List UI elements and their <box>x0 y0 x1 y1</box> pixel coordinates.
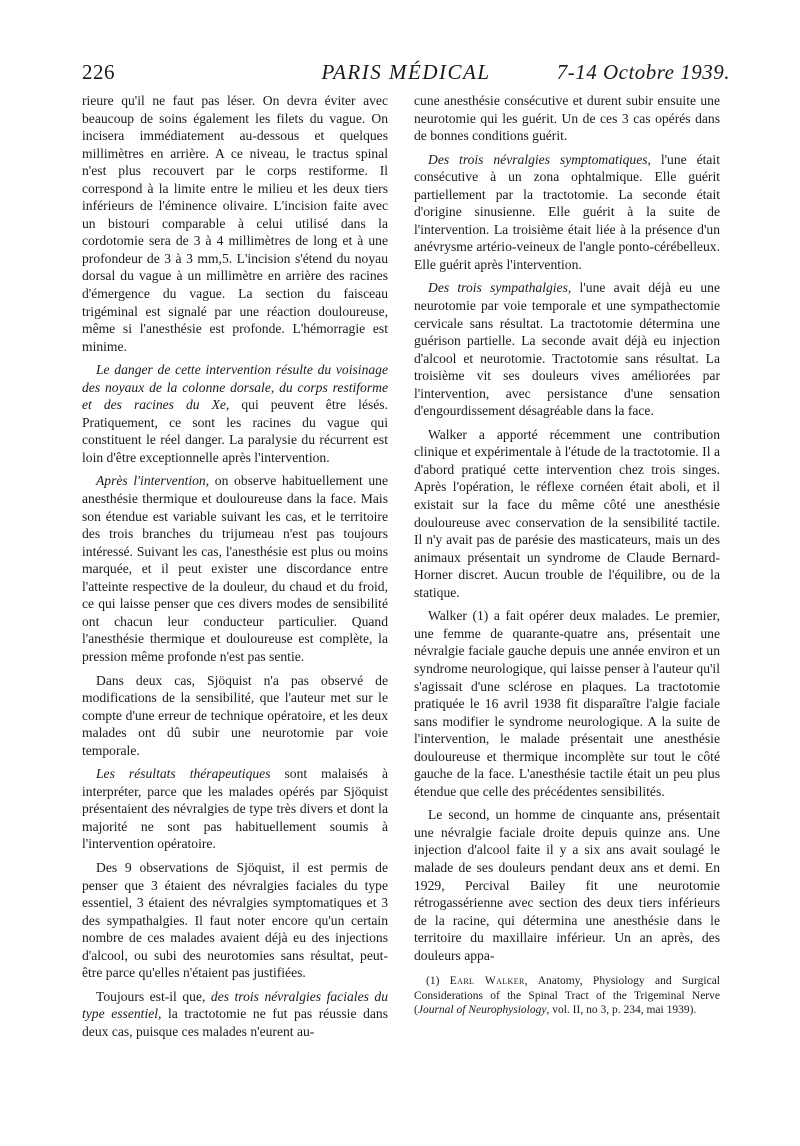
footnote: (1) Earl Walker, Anatomy, Physiology and Surgical Considerations of the Spinal Tract of the Trigeminal Nerve (Journal of Neurophysiology, vol. II, no 3, p. 234, mai 1939). <box>414 975 720 1017</box>
italic-phrase: Des trois sympathalgies, <box>428 280 572 296</box>
issue-date: 7-14 Octobre 1939. <box>556 60 730 84</box>
footnote-journal: Journal of Neurophysiology <box>417 1004 547 1017</box>
paragraph: rieure qu'il ne faut pas léser. On devra éviter avec beaucoup de soins également les filets du vague. On incisera immédiatement au-dessous et quelques millimètres en arrière. A ce niveau, le tractus spinal n'est plus recouvert par le corps restiforme. Il correspond à la limite entre le milieu et les deux tiers inférieurs de l'éminence olivaire. L'incision faite avec un bistouri comparable à celui utilisé dans la cordotomie sera de 3 à 4 millimètres de long et à une profondeur de 3 à 3 mm,5. L'incision s'étend du noyau dorsal du vague à un millimètre en arrière des racines d'émergence du vague. La section du faisceau trigéminal est signalé par une réaction douloureuse, même si l'anesthésie est profonde. L'hémorragie est minime. <box>82 93 388 354</box>
journal-title: PARIS MÉDICAL <box>321 60 491 84</box>
paragraph: Le second, un homme de cinquante ans, présentait une névralgie faciale droite depuis quinze ans. Une injection d'alcool faite il y a six ans avait soulagé le malade de ses douleurs pendant deux ans et demi. En 1929, Percival Bailey fit une neurotomie rétrogassérienne avec section des deux tiers inférieurs de la racine, qui détermina une anesthésie dans le territoire du maxillaire inférieur. Un an après, des douleurs appa- <box>414 807 720 963</box>
right-column <box>414 92 720 1018</box>
italic-phrase: des trois névralgies faciales du type essentiel, <box>82 988 388 1022</box>
italic-phrase: Après l'intervention, <box>96 473 210 489</box>
running-header <box>82 60 730 94</box>
italic-phrase: Le danger de cette intervention résulte du voisinage des noyaux de la colonne dorsale, du corps restiforme et des racines du Xe, <box>82 362 388 413</box>
paragraph: cune anesthésie consécutive et durent subir ensuite une neurotomie qui les guérit. Un de ces 3 cas opérés dans de bonnes conditions guérit. <box>414 93 720 144</box>
paragraph: Walker (1) a fait opérer deux malades. Le premier, une femme de quarante-quatre ans, présentait une névralgie faciale gauche depuis une année environ et un syndrome neurologique, qui laisse penser à l'auteur qu'il s'agissait d'une sclérose en plaques. La tractotomie pratiquée le 16 avril 1938 fit disparaître l'algie faciale sans modifier le syndrome neurologique. A la suite de l'intervention, le malade présentait une anesthésie douloureuse et thermique incomplète sur tout le côté gauche de la face. L'anesthésie tactile était un peu plus étendue que celle des précédentes sensibilités. <box>414 608 720 799</box>
paragraph: Dans deux cas, Sjöquist n'a pas observé de modifications de la sensibilité, que l'auteur met sur le compte d'une erreur de technique opératoire, et les deux malades ont dû subir une neurotomie par voie temporale. <box>82 672 388 758</box>
italic-phrase: Des trois névralgies symptomatiques, <box>428 151 651 167</box>
italic-phrase: Les résultats thérapeutiques <box>96 766 271 782</box>
paragraph: Le danger de cette intervention résulte du voisinage des noyaux de la colonne dorsale, du corps restiforme et des racines du Xe, qui peuvent être lésés. Pratiquement, ce sont les racines du vague qui constituent le réel danger. La paralysie du récurrent est loin d'être exceptionnelle après l'intervention. <box>82 362 388 465</box>
paragraph: Walker a apporté récemment une contribution clinique et expérimentale à l'étude de la tractotomie. Il a d'abord pratiqué cette intervention chez trois singes. Après l'opération, le réflexe cornéen était aboli, et il existait sur la face du même côté une anesthésie douloureuse avec conservation de la sensibilité tactile. Il n'y avait pas de parésie des masticateurs, mais un des animaux présentait un syndrome de Claude Bernard-Horner discret. Aucun trouble de l'équilibre, ou de la statique. <box>414 426 720 600</box>
page-number: 226 <box>82 60 115 84</box>
paragraph: Des trois névralgies symptomatiques, l'une était consécutive à un zona ophtalmique. Elle guérit partiellement par la tractotomie. La seconde était d'origine sinusienne. Elle guérit à la suite de l'intervention. La troisième était liée à la présence d'un anévrysme artério-veineux de l'angle ponto-cérébelleux. Elle guérit après l'intervention. <box>414 151 720 272</box>
paragraph: Toujours est-il que, des trois névralgies faciales du type essentiel, la tractotomie ne fut pas réussie dans deux cas, puisque ces malades n'eurent au- <box>82 988 388 1039</box>
paragraph: Après l'intervention, on observe habituellement une anesthésie thermique et douloureuse dans la face. Mais son étendue est variable suivant les cas, et le territoire des trois branches du trijumeau n'est pas toujours intéressé. Suivant les cas, l'anesthésie est plus ou moins marquée, et il peut exister une discordance entre l'atteinte respective de la douleur, du chaud et du froid, ce qui laisse penser que ces divers modes de sensibilité ont chacun leur conducteur particulier. Quand l'anesthésie thermique et douloureuse est complète, la pression même profonde n'est pas sentie. <box>82 473 388 664</box>
paragraph: Les résultats thérapeutiques sont malaisés à interpréter, parce que les malades opérés par Sjöquist présentaient des névralgies de type très divers et dont la majorité ne sont pas habituellement soumis à l'intervention opératoire. <box>82 766 388 852</box>
paragraph: Des 9 observations de Sjöquist, il est permis de penser que 3 étaient des névralgies faciales du type essentiel, 3 étaient des névralgies symptomatiques et 3 des sympathalgies. Il faut noter encore qu'un certain nombre de ces malades avaient déjà eu des injections d'alcool, ou subi des neurotomies sans résultat, peut-être parce qu'elles n'étaient pas justifiées. <box>82 859 388 981</box>
left-column <box>82 92 388 1040</box>
footnote-author: Earl Walker, <box>449 975 529 988</box>
paragraph: Des trois sympathalgies, l'une avait déjà eu une neurotomie par voie temporale et une sympathectomie cervicale sans résultat. La tractotomie détermina une guérison partielle. La seconde avait déjà eu injection d'alcool et neurotomie. Tractotomie sans résultat. La troisième vit ses douleurs vives améliorées par l'intervention, avec persistance d'une sensation d'engourdissement désagréable dans la face. <box>414 280 720 419</box>
